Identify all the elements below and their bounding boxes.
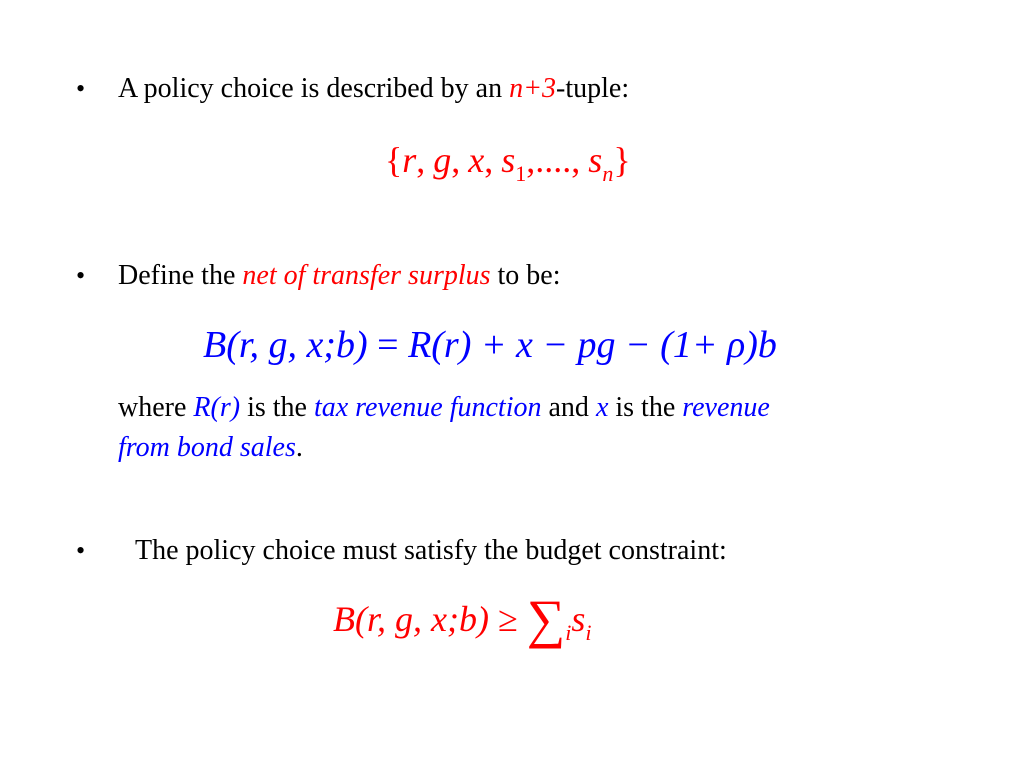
formula-geq: ≥ — [497, 599, 518, 639]
item-1-text-post: -tuple: — [556, 73, 630, 104]
formula-surplus — [203, 322, 777, 368]
formula-open-brace: { — [385, 140, 403, 180]
formula-surplus-equals: = — [377, 324, 399, 366]
bullet-3: • — [76, 536, 86, 565]
item-1-text-pre: A policy choice is described by an — [118, 73, 510, 104]
formula-g: g — [433, 140, 452, 180]
formula-comma: , — [451, 140, 461, 180]
summation-icon: ∑ — [526, 589, 566, 649]
formula-s-subscript: i — [585, 620, 592, 645]
item-1-highlight: n+3 — [509, 73, 557, 104]
formula-r: r — [402, 140, 417, 180]
formula-sum-subscript: i — [565, 620, 572, 645]
is-the-text: is the — [608, 392, 683, 423]
formula-surplus-lhs: B(r, g, x;b) — [203, 324, 368, 366]
bullet-2: • — [76, 261, 86, 290]
tax-revenue-function-term: tax revenue function — [313, 392, 542, 423]
and-text: and — [541, 392, 596, 423]
from-bond-sales-term: from bond sales — [118, 432, 296, 463]
formula-tuple — [385, 138, 631, 196]
formula-s1-subscript: 1 — [515, 161, 527, 186]
item-2-text-pre: Define the — [118, 260, 243, 291]
formula-comma: , — [416, 140, 426, 180]
formula-surplus-rhs: R(r) + x − pg − (1+ ρ)b — [408, 324, 777, 366]
item-2-text-post: to be: — [490, 260, 561, 291]
x-term: x — [595, 392, 609, 423]
item-2-text — [118, 259, 561, 293]
where-text: where — [118, 392, 194, 423]
formula-sn-subscript: n — [602, 161, 614, 186]
bullet-1: • — [76, 74, 86, 103]
period: . — [295, 432, 303, 463]
where-line-1 — [118, 391, 770, 425]
formula-s1: s — [501, 140, 516, 180]
item-3-text: The policy choice must satisfy the budget constraint: — [135, 535, 727, 566]
rr-term: R(r) — [193, 392, 241, 423]
formula-comma: , — [484, 140, 494, 180]
formula-dots: ,...., — [526, 140, 581, 180]
formula-x: x — [468, 140, 485, 180]
formula-budget-lhs: B(r, g, x;b) — [333, 599, 489, 639]
formula-s: s — [571, 599, 586, 639]
formula-close-brace: } — [613, 140, 631, 180]
is-the-text: is the — [240, 392, 314, 423]
item-2-highlight: net of transfer surplus — [242, 260, 491, 291]
where-line-2 — [118, 431, 303, 465]
item-1-text — [118, 72, 629, 106]
revenue-term: revenue — [682, 392, 770, 423]
formula-budget-constraint — [333, 589, 592, 655]
formula-sn: s — [588, 140, 603, 180]
